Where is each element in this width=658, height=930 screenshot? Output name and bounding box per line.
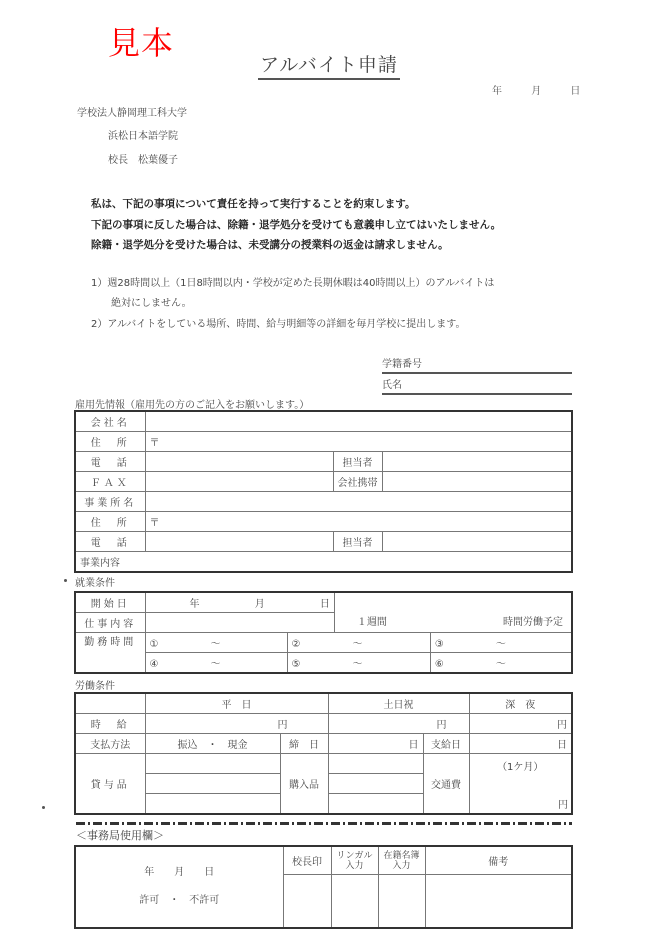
principal-seal-header: 校長印 (283, 846, 331, 875)
yen-unit: 円 (436, 720, 447, 731)
weekend-wage-input[interactable] (328, 714, 469, 734)
lingual-input-header (331, 846, 378, 875)
work-slot-6[interactable] (430, 653, 572, 674)
office-contact-input[interactable] (382, 532, 572, 552)
slot-number: ④ (149, 659, 159, 670)
payment-method-label: 支払方法 (75, 734, 145, 754)
student-id-label: 学籍番号 (382, 359, 422, 370)
phone-input[interactable] (145, 452, 333, 472)
yen-unit: 円 (558, 800, 568, 811)
document-title: アルバイト申請 (258, 50, 400, 80)
rule-line: 絶対にしません。 (91, 298, 192, 309)
pay-day-label: 支給日 (423, 734, 469, 754)
office-address-label: 住 所 (75, 512, 145, 532)
day-unit: 日 (408, 740, 419, 751)
date-month-label: 月 (531, 86, 542, 97)
student-name-field[interactable] (382, 376, 572, 395)
pledge-line: 私は、下記の事項について責任を持って実行することを約束します。 (91, 198, 416, 210)
remarks-box[interactable] (425, 875, 572, 929)
scan-dot (64, 579, 67, 582)
purchased-items-label: 購入品 (280, 754, 328, 815)
job-content-label: 仕事内容 (75, 613, 145, 633)
start-day-label: 日 (319, 599, 330, 610)
slot-number: ⑥ (434, 659, 444, 670)
start-date-label: 開始日 (75, 592, 145, 613)
fax-input[interactable] (145, 472, 333, 492)
approval-date: 年 月 日 (144, 867, 215, 878)
rule-line: 1）週28時間以上（1日8時間以内・学校が定めた長期休暇は40時間以上）のアルバイトは (91, 278, 495, 289)
blank-header-cell (75, 693, 145, 714)
date-year-label: 年 (492, 86, 502, 97)
company-mobile-input[interactable] (382, 472, 572, 492)
closing-day-input[interactable] (328, 734, 423, 754)
transport-label: 交通費 (423, 754, 469, 815)
day-unit: 日 (557, 740, 567, 751)
lent-item-input[interactable] (145, 754, 280, 774)
sample-watermark: 見本 (108, 24, 175, 62)
date-day-label: 日 (570, 86, 581, 97)
contact-person-input[interactable] (382, 452, 572, 472)
job-content-input[interactable] (145, 613, 334, 633)
business-content-field[interactable] (75, 552, 572, 573)
header-line: 在籍名簿 (383, 850, 420, 861)
night-wage-input[interactable] (469, 714, 572, 734)
work-slot-2[interactable] (287, 633, 430, 653)
tilde: 〜 (352, 659, 363, 670)
tilde: 〜 (495, 659, 506, 670)
start-year-label: 年 (189, 599, 200, 610)
slot-number: ⑤ (291, 659, 301, 670)
addressee-principal: 校長 松葉優子 (108, 155, 178, 166)
work-slot-1[interactable] (145, 633, 287, 653)
employer-section-heading: 雇用先情報（雇用先の方のご記入をお願いします。） (75, 400, 310, 411)
payment-method-options[interactable]: 振込 ・ 現金 (145, 734, 280, 754)
phone-label: 電 話 (75, 452, 145, 472)
addressee-school: 浜松日本語学院 (108, 131, 178, 142)
weekday-wage-input[interactable] (145, 714, 328, 734)
work-conditions-heading: 就業条件 (75, 578, 115, 589)
office-name-input[interactable] (145, 492, 572, 512)
start-date-input[interactable] (145, 592, 334, 613)
weekly-suffix: 時間労働予定 (503, 617, 563, 628)
company-name-input[interactable] (145, 411, 572, 432)
registry-input-box[interactable] (378, 875, 425, 929)
tilde: 〜 (210, 639, 221, 650)
pay-day-input[interactable] (469, 734, 572, 754)
employer-table (74, 410, 573, 573)
tilde: 〜 (495, 639, 506, 650)
labor-conditions-heading: 労働条件 (75, 681, 115, 692)
office-phone-input[interactable] (145, 532, 333, 552)
hourly-wage-label: 時 給 (75, 714, 145, 734)
company-name-label: 会社名 (75, 411, 145, 432)
approval-cell[interactable] (75, 846, 283, 928)
pledge-line: 下記の事項に反した場合は、除籍・退学処分を受けても意義申し立てはいたしません。 (91, 219, 502, 231)
office-contact-label: 担当者 (333, 532, 382, 552)
purchased-item-input[interactable] (328, 774, 423, 794)
yen-unit: 円 (557, 720, 567, 731)
start-month-label: 月 (254, 599, 265, 610)
principal-seal-box[interactable] (283, 875, 331, 929)
postal-mark: 〒 (149, 518, 160, 529)
lent-items-label: 貸与品 (75, 754, 145, 815)
header-line: 入力 (392, 860, 411, 871)
weekend-header: 土日祝 (328, 693, 469, 714)
office-use-heading: ＜事務局使用欄＞ (76, 829, 164, 842)
office-phone-label: 電 話 (75, 532, 145, 552)
work-conditions-table (74, 591, 573, 674)
application-date (492, 82, 606, 97)
tilde: 〜 (352, 639, 363, 650)
address-input[interactable] (145, 432, 572, 452)
rule-line: 2）アルバイトをしている場所、時間、給与明細等の詳細を毎月学校に提出します。 (91, 319, 466, 330)
work-slot-5[interactable] (287, 653, 430, 674)
registry-input-header (378, 846, 425, 875)
business-content-label: 事業内容 (80, 558, 120, 569)
office-name-label: 事業所名 (75, 492, 145, 512)
yen-unit: 円 (277, 720, 288, 731)
contact-person-label: 担当者 (333, 452, 382, 472)
lingual-input-box[interactable] (331, 875, 378, 929)
student-name-label: 氏名 (382, 380, 402, 391)
address-label: 住 所 (75, 432, 145, 452)
company-mobile-label: 会社携帯 (333, 472, 382, 492)
purchased-item-input[interactable] (328, 794, 423, 815)
weekday-header: 平 日 (145, 693, 328, 714)
closing-day-label: 締 日 (280, 734, 328, 754)
labor-conditions-table (74, 692, 573, 815)
purchased-item-input[interactable] (328, 754, 423, 774)
work-slot-4[interactable] (145, 653, 287, 674)
slot-number: ① (149, 639, 159, 650)
work-hours-label: 勤務時間 (75, 633, 145, 674)
per-month-label: （1ケ月） (497, 762, 544, 773)
cut-line-divider (76, 822, 572, 825)
header-line: リンガル (336, 850, 373, 861)
weekly-hours-input[interactable] (334, 592, 572, 633)
weekly-prefix: １週間 (356, 617, 387, 628)
scan-dot (42, 806, 45, 809)
student-id-field[interactable] (382, 355, 572, 374)
addressee-org: 学校法人静岡理工科大学 (77, 108, 187, 119)
night-header: 深 夜 (469, 693, 572, 714)
office-address-input[interactable] (145, 512, 572, 532)
transport-input[interactable] (469, 754, 572, 815)
tilde: 〜 (210, 659, 221, 670)
work-slot-3[interactable] (430, 633, 572, 653)
slot-number: ② (291, 639, 301, 650)
lent-item-input[interactable] (145, 794, 280, 815)
postal-mark: 〒 (149, 438, 160, 449)
lent-item-input[interactable] (145, 774, 280, 794)
pledge-line: 除籍・退学処分を受けた場合は、未受講分の授業料の返金は請求しません。 (91, 239, 449, 251)
fax-label: ＦＡＸ (75, 472, 145, 492)
approval-decision[interactable]: 許可 ・ 不許可 (139, 895, 220, 906)
header-line: 入力 (345, 860, 364, 871)
remarks-header: 備考 (425, 846, 572, 875)
slot-number: ③ (434, 639, 444, 650)
office-use-table (74, 845, 573, 929)
